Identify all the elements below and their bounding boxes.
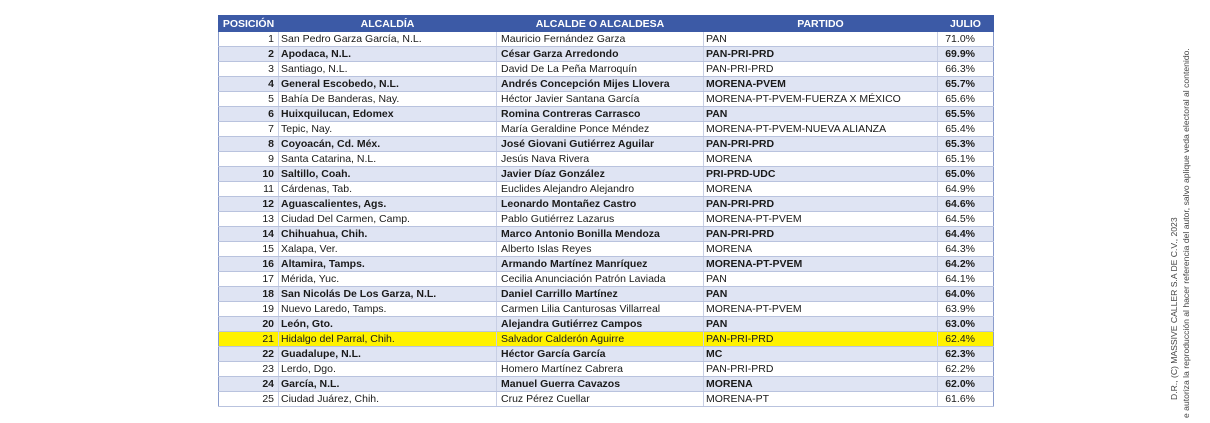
table-row [219, 287, 994, 302]
cell-posicion: 14 [219, 227, 279, 242]
cell-partido: MORENA-PT [704, 392, 938, 407]
cell-alcaldia: Nuevo Laredo, Tamps. [279, 302, 497, 317]
cell-alcalde: Alberto Islas Reyes [497, 242, 704, 257]
table-body [219, 32, 994, 407]
cell-alcaldia: Bahía De Banderas, Nay. [279, 92, 497, 107]
cell-partido: PAN-PRI-PRD [704, 137, 938, 152]
table-row [219, 317, 994, 332]
cell-partido: MORENA [704, 377, 938, 392]
cell-julio: 61.6% [938, 392, 994, 407]
cell-partido: MORENA [704, 152, 938, 167]
cell-partido: PAN-PRI-PRD [704, 332, 938, 347]
cell-alcalde: Héctor Javier Santana García [497, 92, 704, 107]
header-posicion: POSICIÓN [219, 16, 279, 32]
header-julio: JULIO [938, 16, 994, 32]
table-row [219, 47, 994, 62]
cell-partido: PAN [704, 107, 938, 122]
cell-posicion: 21 [219, 332, 279, 347]
cell-julio: 65.7% [938, 77, 994, 92]
cell-julio: 64.1% [938, 272, 994, 287]
cell-partido: MORENA-PT-PVEM [704, 257, 938, 272]
cell-alcaldia: San Nicolás De Los Garza, N.L. [279, 287, 497, 302]
cell-julio: 64.0% [938, 287, 994, 302]
table-row [219, 182, 994, 197]
copyright-note [1168, 8, 1192, 418]
cell-alcaldia: Guadalupe, N.L. [279, 347, 497, 362]
cell-julio: 64.5% [938, 212, 994, 227]
cell-alcalde: Salvador Calderón Aguirre [497, 332, 704, 347]
cell-julio: 65.0% [938, 167, 994, 182]
cell-posicion: 11 [219, 182, 279, 197]
table-row [219, 392, 994, 407]
cell-partido: MORENA-PT-PVEM [704, 302, 938, 317]
table-header-row [219, 16, 994, 32]
cell-partido: PAN-PRI-PRD [704, 47, 938, 62]
cell-alcalde: Armando Martínez Manríquez [497, 257, 704, 272]
cell-partido: PRI-PRD-UDC [704, 167, 938, 182]
cell-partido: MORENA-PT-PVEM-NUEVA ALIANZA [704, 122, 938, 137]
table-row [219, 62, 994, 77]
table-row [219, 107, 994, 122]
cell-posicion: 18 [219, 287, 279, 302]
cell-posicion: 25 [219, 392, 279, 407]
table-row [219, 302, 994, 317]
cell-alcalde: César Garza Arredondo [497, 47, 704, 62]
table-row [219, 137, 994, 152]
cell-posicion: 16 [219, 257, 279, 272]
header-alcalde: ALCALDE O ALCALDESA [497, 16, 704, 32]
cell-alcalde: Carmen Lilia Canturosas Villarreal [497, 302, 704, 317]
cell-alcalde: Marco Antonio Bonilla Mendoza [497, 227, 704, 242]
cell-alcaldia: García, N.L. [279, 377, 497, 392]
table-row [219, 92, 994, 107]
cell-alcaldia: Cárdenas, Tab. [279, 182, 497, 197]
table-row [219, 227, 994, 242]
table-row [219, 362, 994, 377]
cell-alcalde: Héctor García García [497, 347, 704, 362]
cell-alcalde: Pablo Gutiérrez Lazarus [497, 212, 704, 227]
cell-alcaldia: Lerdo, Dgo. [279, 362, 497, 377]
cell-julio: 64.2% [938, 257, 994, 272]
cell-alcalde: Mauricio Fernández Garza [497, 32, 704, 47]
table-row [219, 122, 994, 137]
cell-alcalde: Cruz Pérez Cuellar [497, 392, 704, 407]
ranking-table [218, 15, 994, 407]
table-row [219, 272, 994, 287]
cell-alcalde: José Giovani Gutiérrez Aguilar [497, 137, 704, 152]
cell-partido: PAN-PRI-PRD [704, 227, 938, 242]
cell-alcalde: Jesús Nava Rivera [497, 152, 704, 167]
cell-julio: 64.3% [938, 242, 994, 257]
table-row [219, 197, 994, 212]
cell-posicion: 1 [219, 32, 279, 47]
cell-alcalde: Homero Martínez Cabrera [497, 362, 704, 377]
cell-julio: 65.1% [938, 152, 994, 167]
cell-partido: PAN [704, 32, 938, 47]
cell-posicion: 12 [219, 197, 279, 212]
cell-alcalde: Daniel Carrillo Martínez [497, 287, 704, 302]
cell-julio: 65.6% [938, 92, 994, 107]
table-row [219, 167, 994, 182]
cell-julio: 64.4% [938, 227, 994, 242]
cell-alcaldia: Xalapa, Ver. [279, 242, 497, 257]
cell-partido: MC [704, 347, 938, 362]
cell-posicion: 15 [219, 242, 279, 257]
cell-julio: 62.3% [938, 347, 994, 362]
cell-alcalde: María Geraldine Ponce Méndez [497, 122, 704, 137]
table-row [219, 257, 994, 272]
cell-posicion: 17 [219, 272, 279, 287]
cell-partido: PAN-PRI-PRD [704, 62, 938, 77]
table-row [219, 152, 994, 167]
header-partido: PARTIDO [704, 16, 938, 32]
cell-posicion: 13 [219, 212, 279, 227]
cell-partido: MORENA [704, 242, 938, 257]
cell-alcaldia: Altamira, Tamps. [279, 257, 497, 272]
cell-posicion: 7 [219, 122, 279, 137]
cell-posicion: 19 [219, 302, 279, 317]
table-row [219, 77, 994, 92]
cell-alcaldia: Ciudad Del Carmen, Camp. [279, 212, 497, 227]
table-row [219, 377, 994, 392]
cell-posicion: 9 [219, 152, 279, 167]
cell-posicion: 2 [219, 47, 279, 62]
cell-alcalde: Leonardo Montañez Castro [497, 197, 704, 212]
cell-partido: PAN [704, 317, 938, 332]
cell-julio: 62.2% [938, 362, 994, 377]
cell-julio: 62.4% [938, 332, 994, 347]
cell-alcaldia: Aguascalientes, Ags. [279, 197, 497, 212]
cell-alcaldia: Santa Catarina, N.L. [279, 152, 497, 167]
cell-alcalde: Euclides Alejandro Alejandro [497, 182, 704, 197]
cell-alcaldia: Saltillo, Coah. [279, 167, 497, 182]
cell-alcalde: David De La Peña Marroquín [497, 62, 704, 77]
cell-alcaldia: San Pedro Garza García, N.L. [279, 32, 497, 47]
cell-posicion: 6 [219, 107, 279, 122]
cell-partido: MORENA-PVEM [704, 77, 938, 92]
cell-partido: MORENA-PT-PVEM [704, 212, 938, 227]
table-row [219, 347, 994, 362]
cell-alcaldia: Mérida, Yuc. [279, 272, 497, 287]
cell-alcalde: Alejandra Gutiérrez Campos [497, 317, 704, 332]
cell-posicion: 3 [219, 62, 279, 77]
copyright-line-1: D.R., (C) MASSIVE CALLER S.A DE C.V., 2023 [1169, 217, 1179, 400]
table-row [219, 332, 994, 347]
cell-julio: 65.4% [938, 122, 994, 137]
cell-alcaldia: Santiago, N.L. [279, 62, 497, 77]
cell-alcaldia: León, Gto. [279, 317, 497, 332]
cell-partido: MORENA [704, 182, 938, 197]
cell-julio: 63.9% [938, 302, 994, 317]
cell-alcaldia: Huixquilucan, Edomex [279, 107, 497, 122]
cell-posicion: 10 [219, 167, 279, 182]
cell-julio: 62.0% [938, 377, 994, 392]
cell-posicion: 22 [219, 347, 279, 362]
cell-partido: PAN-PRI-PRD [704, 362, 938, 377]
cell-posicion: 23 [219, 362, 279, 377]
cell-julio: 71.0% [938, 32, 994, 47]
cell-julio: 63.0% [938, 317, 994, 332]
cell-posicion: 8 [219, 137, 279, 152]
cell-alcaldia: Chihuahua, Chih. [279, 227, 497, 242]
cell-alcalde: Romina Contreras Carrasco [497, 107, 704, 122]
cell-alcaldia: Hidalgo del Parral, Chih. [279, 332, 497, 347]
cell-partido: PAN [704, 272, 938, 287]
cell-julio: 64.9% [938, 182, 994, 197]
cell-posicion: 4 [219, 77, 279, 92]
cell-alcaldia: Coyoacán, Cd. Méx. [279, 137, 497, 152]
cell-partido: MORENA-PT-PVEM-FUERZA X MÉXICO [704, 92, 938, 107]
cell-alcaldia: Ciudad Juárez, Chih. [279, 392, 497, 407]
cell-alcalde: Manuel Guerra Cavazos [497, 377, 704, 392]
cell-julio: 65.5% [938, 107, 994, 122]
cell-julio: 65.3% [938, 137, 994, 152]
table-row [219, 32, 994, 47]
cell-alcaldia: Apodaca, N.L. [279, 47, 497, 62]
cell-julio: 66.3% [938, 62, 994, 77]
cell-alcalde: Andrés Concepción Mijes Llovera [497, 77, 704, 92]
cell-posicion: 5 [219, 92, 279, 107]
header-alcaldia: ALCALDÍA [279, 16, 497, 32]
cell-julio: 64.6% [938, 197, 994, 212]
table-row [219, 242, 994, 257]
cell-alcalde: Cecilia Anunciación Patrón Laviada [497, 272, 704, 287]
table-row [219, 212, 994, 227]
cell-alcalde: Javier Díaz González [497, 167, 704, 182]
cell-partido: PAN [704, 287, 938, 302]
cell-posicion: 24 [219, 377, 279, 392]
cell-alcaldia: General Escobedo, N.L. [279, 77, 497, 92]
copyright-line-2: e autoriza la reproducción al hacer referencia del autor, salvo aplique veda electoral al contenido. [1181, 48, 1191, 418]
cell-posicion: 20 [219, 317, 279, 332]
cell-julio: 69.9% [938, 47, 994, 62]
cell-partido: PAN-PRI-PRD [704, 197, 938, 212]
cell-alcaldia: Tepic, Nay. [279, 122, 497, 137]
